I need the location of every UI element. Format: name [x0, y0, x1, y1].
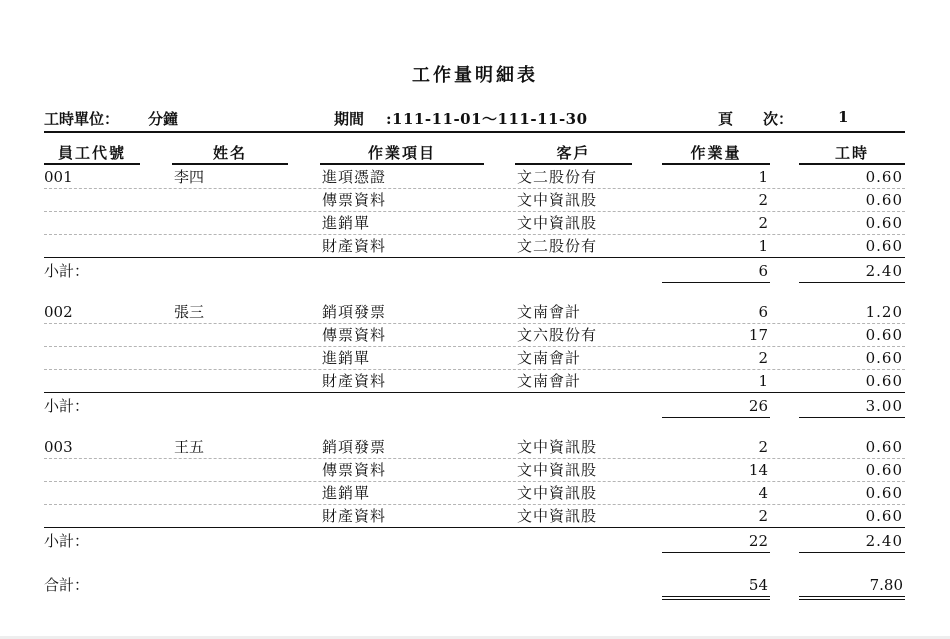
customer-name: 文六股份有 [517, 326, 598, 344]
period-value: :111-11-01～111-11-30 [386, 110, 588, 128]
employee-name: 王五 [174, 438, 205, 456]
subtotal-quantity: 26 [748, 397, 768, 415]
unit-value: 分鐘 [148, 110, 179, 128]
hours-value: 0.60 [865, 214, 903, 232]
task-item: 傳票資料 [322, 191, 387, 209]
col-underline-task [320, 163, 484, 165]
hours-value: 1.20 [865, 303, 903, 321]
task-item: 銷項發票 [322, 438, 387, 456]
hours-value: 0.60 [865, 326, 903, 344]
subtotal-hours-underline [799, 552, 905, 553]
col-header-name: 姓名 [212, 144, 247, 162]
grand-total-hours: 7.80 [869, 576, 903, 594]
subtotal-hours: 2.40 [865, 262, 903, 280]
unit-label: 工時單位： [44, 110, 120, 128]
hours-value: 0.60 [865, 372, 903, 390]
employee-name: 張三 [174, 303, 205, 321]
employee-name: 李四 [174, 168, 205, 186]
customer-name: 文中資訊股 [517, 484, 598, 502]
hours-value: 0.60 [865, 484, 903, 502]
employee-id: 001 [44, 168, 73, 186]
customer-name: 文二股份有 [517, 168, 598, 186]
subtotal-hours: 2.40 [865, 532, 903, 550]
customer-name: 文中資訊股 [517, 438, 598, 456]
row-separator [44, 188, 905, 189]
task-item: 進銷單 [322, 484, 371, 502]
customer-name: 文中資訊股 [517, 507, 598, 525]
quantity-value: 14 [748, 461, 768, 479]
col-header-emp-id: 員工代號 [57, 144, 126, 162]
grand-total-hours-underline-1 [799, 596, 905, 597]
grand-total-hours-underline-2 [799, 599, 905, 600]
group-separator [44, 257, 905, 258]
task-item: 進項憑證 [322, 168, 387, 186]
quantity-value: 2 [758, 191, 768, 209]
customer-name: 文南會計 [517, 372, 582, 390]
hours-value: 0.60 [865, 168, 903, 186]
grand-total-quantity-underline-1 [662, 596, 770, 597]
grand-total-quantity-underline-2 [662, 599, 770, 600]
task-item: 銷項發票 [322, 303, 387, 321]
hours-value: 0.60 [865, 237, 903, 255]
col-header-hours: 工時 [834, 144, 869, 162]
col-underline-quantity [662, 163, 770, 165]
col-header-customer: 客戶 [556, 144, 591, 162]
quantity-value: 2 [758, 438, 768, 456]
col-underline-customer [515, 163, 632, 165]
task-item: 傳票資料 [322, 326, 387, 344]
hours-value: 0.60 [865, 191, 903, 209]
subtotal-hours-underline [799, 282, 905, 283]
customer-name: 文南會計 [517, 303, 582, 321]
quantity-value: 2 [758, 507, 768, 525]
row-separator [44, 458, 905, 459]
employee-id: 003 [44, 438, 73, 456]
hours-value: 0.60 [865, 461, 903, 479]
employee-id: 002 [44, 303, 73, 321]
group-separator [44, 527, 905, 528]
customer-name: 文二股份有 [517, 237, 598, 255]
task-item: 進銷單 [322, 214, 371, 232]
quantity-value: 1 [758, 372, 768, 390]
task-item: 財產資料 [322, 372, 387, 390]
quantity-value: 1 [758, 168, 768, 186]
subtotal-label: 小計： [44, 397, 90, 415]
subtotal-quantity-underline [662, 417, 770, 418]
row-separator [44, 481, 905, 482]
period-label: 期間 [334, 110, 365, 128]
subtotal-hours-underline [799, 417, 905, 418]
hours-value: 0.60 [865, 438, 903, 456]
subtotal-quantity-underline [662, 282, 770, 283]
row-separator [44, 211, 905, 212]
page-number: 1 [838, 108, 849, 126]
subtotal-hours: 3.00 [865, 397, 903, 415]
col-header-quantity: 作業量 [690, 144, 742, 162]
customer-name: 文中資訊股 [517, 191, 598, 209]
quantity-value: 17 [748, 326, 768, 344]
row-separator [44, 504, 905, 505]
hours-value: 0.60 [865, 349, 903, 367]
group-separator [44, 392, 905, 393]
col-header-task: 作業項目 [367, 144, 436, 162]
customer-name: 文南會計 [517, 349, 582, 367]
report-title: 工作量明細表 [412, 65, 538, 86]
task-item: 財產資料 [322, 507, 387, 525]
quantity-value: 2 [758, 214, 768, 232]
grand-total-quantity: 54 [748, 576, 768, 594]
subtotal-label: 小計： [44, 532, 90, 550]
col-underline-hours [799, 163, 905, 165]
customer-name: 文中資訊股 [517, 214, 598, 232]
row-separator [44, 369, 905, 370]
task-item: 財產資料 [322, 237, 387, 255]
header-rule [44, 131, 905, 133]
page-label: 頁 次： [718, 110, 794, 128]
grand-total-label: 合計： [44, 576, 90, 594]
quantity-value: 4 [758, 484, 768, 502]
row-separator [44, 323, 905, 324]
col-underline-name [172, 163, 288, 165]
subtotal-label: 小計： [44, 262, 90, 280]
task-item: 傳票資料 [322, 461, 387, 479]
customer-name: 文中資訊股 [517, 461, 598, 479]
quantity-value: 1 [758, 237, 768, 255]
subtotal-quantity: 6 [758, 262, 768, 280]
quantity-value: 2 [758, 349, 768, 367]
row-separator [44, 234, 905, 235]
row-separator [44, 346, 905, 347]
quantity-value: 6 [758, 303, 768, 321]
hours-value: 0.60 [865, 507, 903, 525]
subtotal-quantity-underline [662, 552, 770, 553]
col-underline-emp-id [44, 163, 140, 165]
task-item: 進銷單 [322, 349, 371, 367]
subtotal-quantity: 22 [748, 532, 768, 550]
